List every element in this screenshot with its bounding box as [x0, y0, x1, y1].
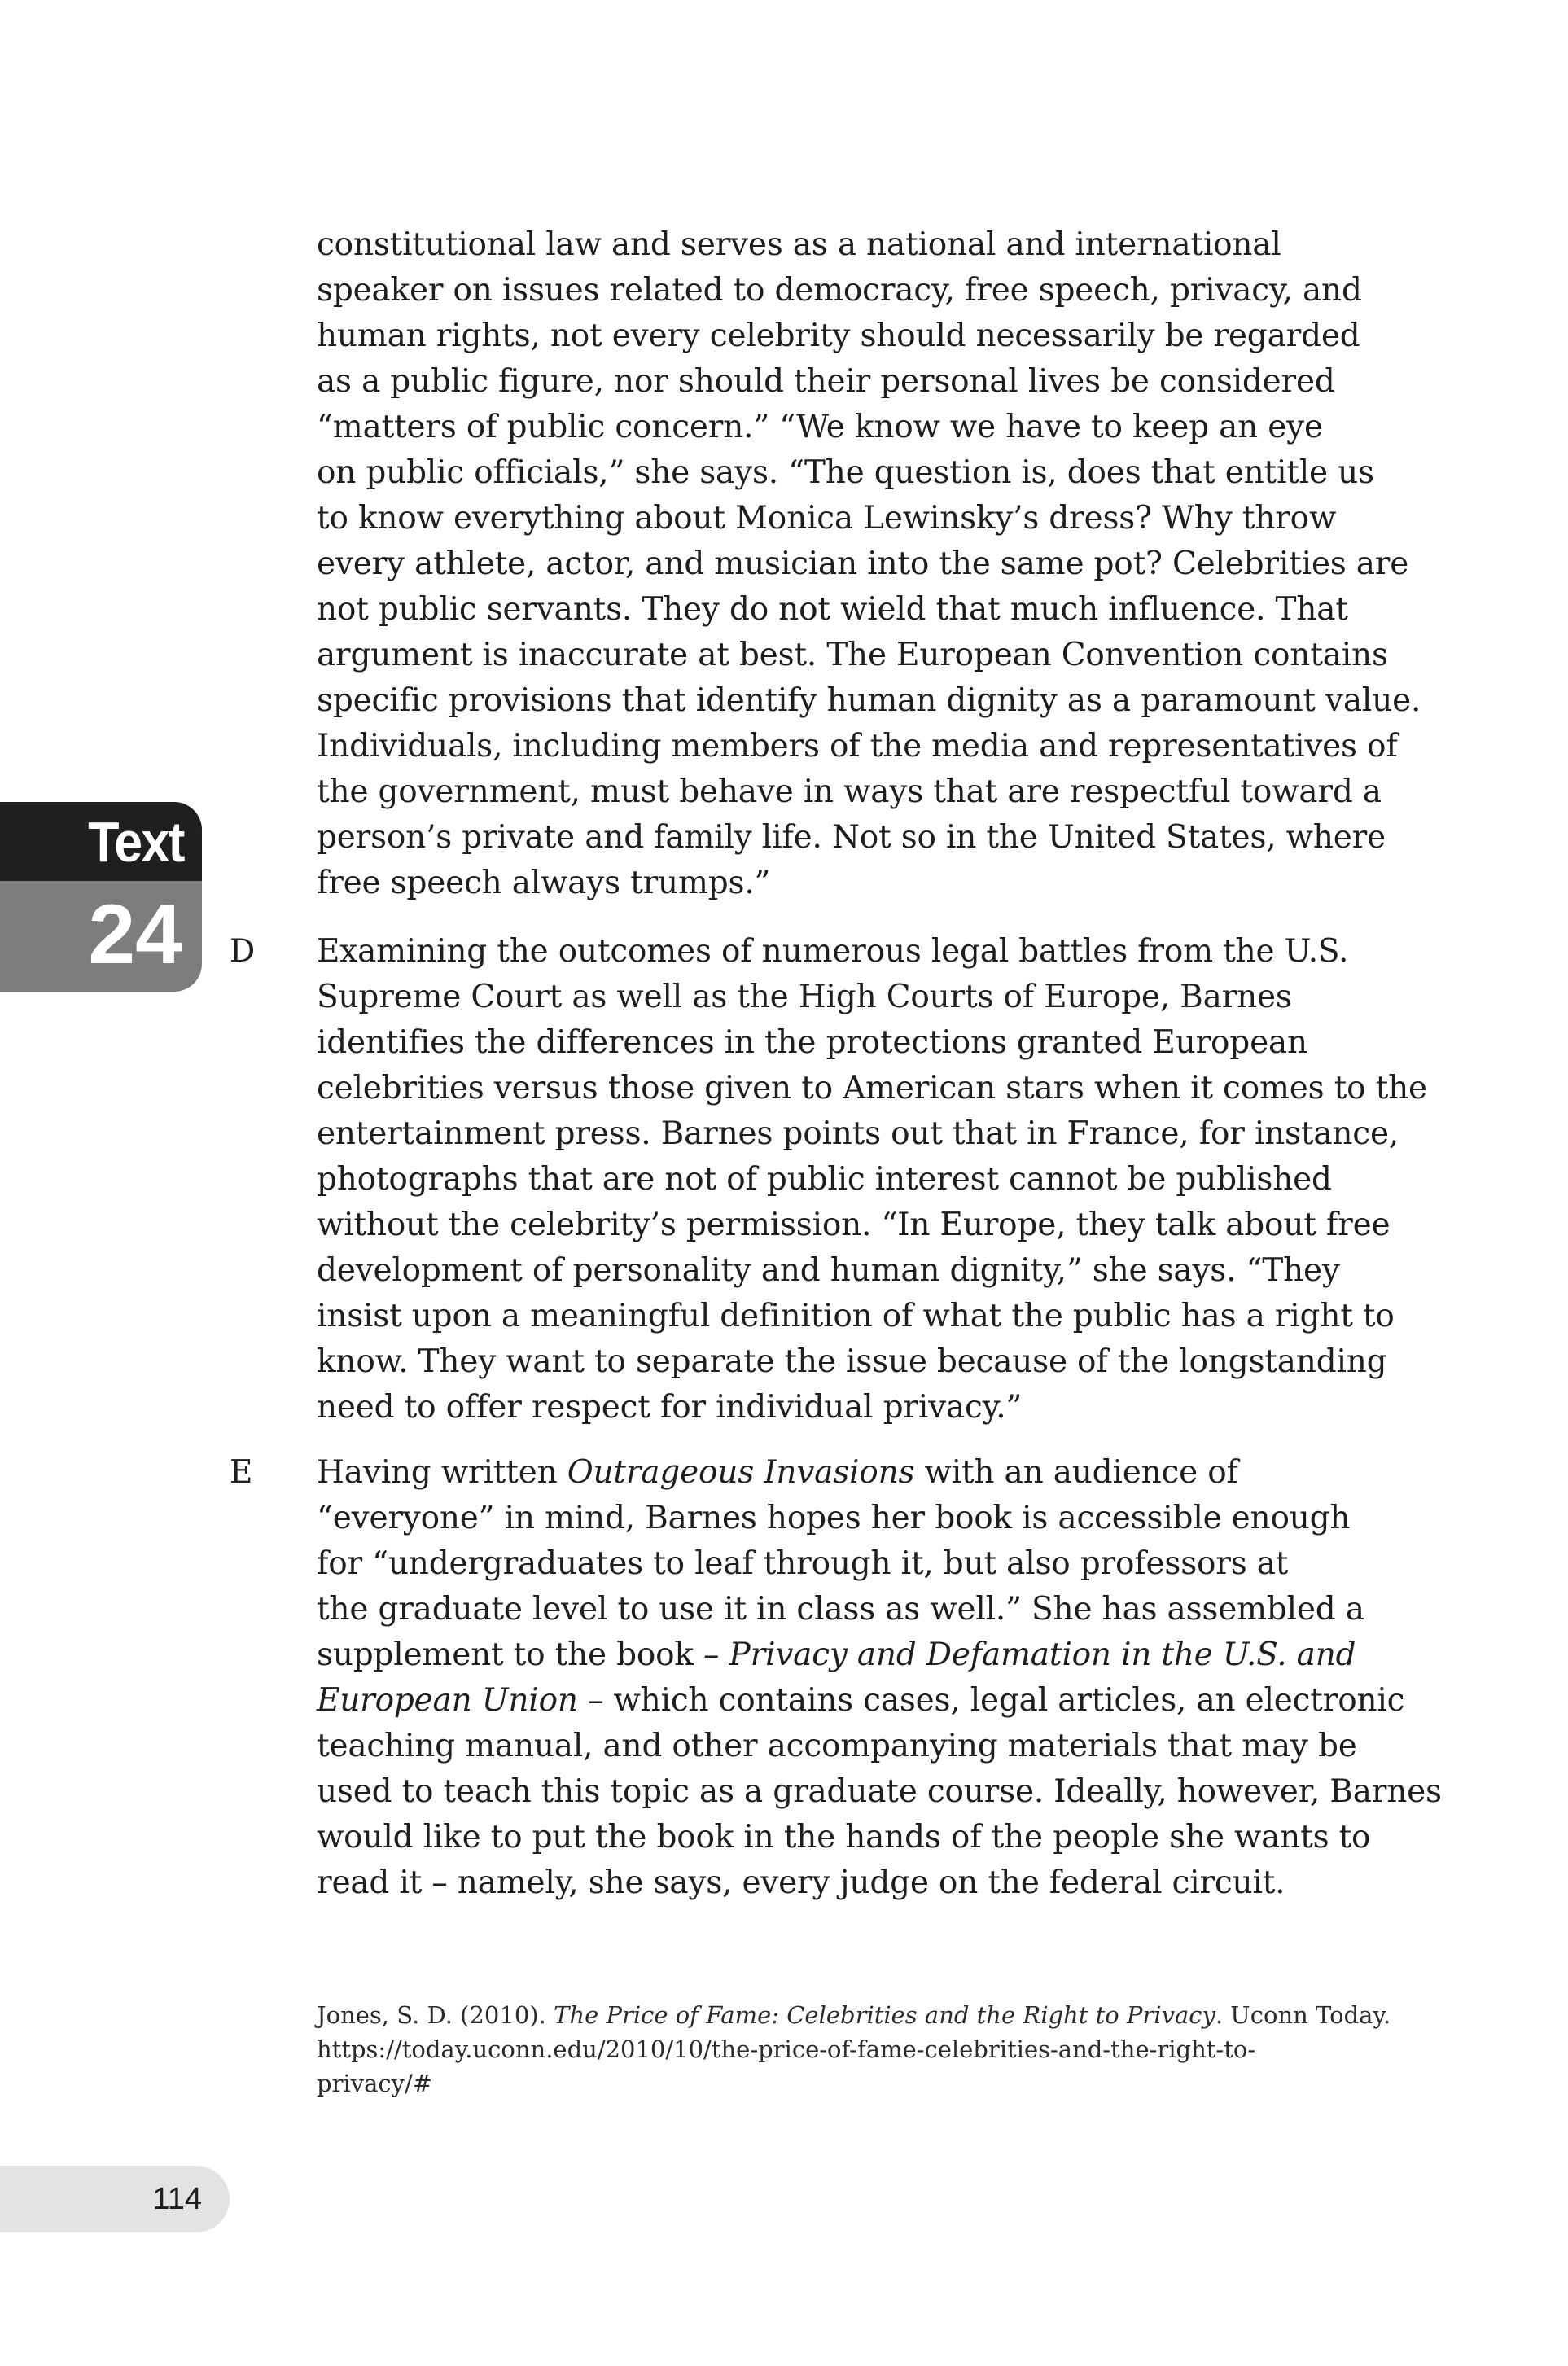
paragraph-line: development of personality and human dignity,” she says. “They: [317, 1252, 1340, 1289]
supplement-title: European Union: [317, 1682, 578, 1719]
paragraph-line: argument is inaccurate at best. The European Convention contains: [317, 637, 1388, 673]
supplement-title: Privacy and Defamation in the U.S. and: [729, 1636, 1356, 1673]
source-reference: [317, 1998, 1391, 2101]
paragraph-line: insist upon a meaningful definition of what the public has a right to: [317, 1298, 1395, 1334]
reference-line: [317, 1998, 1391, 2032]
paragraph-line: would like to put the book in the hands of the people she wants to: [317, 1819, 1371, 1856]
paragraph-line: on public officials,” she says. “The question is, does that entitle us: [317, 454, 1374, 491]
paragraph-line: specific provisions that identify human dignity as a paramount value.: [317, 682, 1421, 719]
paragraph-line: speaker on issues related to democracy, free speech, privacy, and: [317, 272, 1362, 309]
reference-url: https://today.uconn.edu/2010/10/the-price-of-fame-celebrities-and-the-right-to-: [317, 2035, 1256, 2063]
line-text: – which contains cases, legal articles, an electronic: [577, 1682, 1405, 1719]
text-number-tab: [0, 802, 202, 992]
paragraph-line: human rights, not every celebrity should necessarily be regarded: [317, 318, 1360, 354]
paragraph-line: without the celebrity’s permission. “In Europe, they talk about free: [317, 1207, 1391, 1243]
paragraph-line: teaching manual, and other accompanying materials that may be: [317, 1728, 1357, 1764]
paragraph-line: for “undergraduates to leaf through it, but also professors at: [317, 1545, 1289, 1582]
paragraph-line: not public servants. They do not wield that much influence. That: [317, 591, 1348, 628]
paragraph-line: as a public figure, nor should their personal lives be considered: [317, 363, 1335, 400]
reference-author: Jones, S. D. (2010).: [317, 2001, 554, 2029]
reference-url: privacy/#: [317, 2070, 433, 2097]
reference-publisher: . Uconn Today.: [1215, 2001, 1391, 2029]
paragraph-line: constitutional law and serves as a national and international: [317, 226, 1281, 263]
paragraph-line: celebrities versus those given to American stars when it comes to the: [317, 1070, 1427, 1106]
page-number-badge: [0, 2166, 230, 2232]
paragraph-line: every athlete, actor, and musician into the same pot? Celebrities are: [317, 545, 1409, 582]
line-text: Having written: [317, 1454, 567, 1491]
paragraph-line: photographs that are not of public interest cannot be published: [317, 1161, 1332, 1198]
paragraph-line: read it – namely, she says, every judge on the federal circuit.: [317, 1864, 1285, 1901]
tab-number-box: [0, 881, 202, 992]
paragraph-line: Examining the outcomes of numerous legal battles from the U.S.: [317, 933, 1349, 970]
paragraph-line: to know everything about Monica Lewinsky’s dress? Why throw: [317, 500, 1337, 537]
paragraph-marker-e: E: [230, 1454, 253, 1491]
paragraph-marker-d: D: [230, 933, 256, 970]
paragraph-line: person’s private and family life. Not so in the United States, where: [317, 819, 1386, 856]
paragraph-line: identifies the differences in the protections granted European: [317, 1024, 1307, 1061]
paragraph-d: [317, 929, 1427, 1431]
paragraph-line: entertainment press. Barnes points out that in France, for instance,: [317, 1115, 1399, 1152]
tab-label: Text: [88, 810, 184, 874]
paragraph-line: [317, 1678, 1405, 1724]
paragraph-line: need to offer respect for individual privacy.”: [317, 1389, 1023, 1426]
paragraph-line: used to teach this topic as a graduate course. Ideally, however, Barnes: [317, 1773, 1442, 1810]
paragraph-line: the graduate level to use it in class as well.” She has assembled a: [317, 1591, 1364, 1628]
line-text: with an audience of: [914, 1454, 1238, 1491]
reference-title: The Price of Fame: Celebrities and the Right to Privacy: [554, 2001, 1215, 2029]
page-number: 114: [152, 2182, 202, 2216]
paragraph-line: Individuals, including members of the media and representatives of: [317, 728, 1398, 765]
tab-number: 24: [88, 887, 182, 982]
paragraph-e: [317, 1450, 1442, 1906]
tab-label-box: [0, 802, 202, 881]
book-title: Outrageous Invasions: [567, 1454, 915, 1491]
paragraph-line: “everyone” in mind, Barnes hopes her book is accessible enough: [317, 1500, 1351, 1536]
paragraph-line: “matters of public concern.” “We know we have to keep an eye: [317, 409, 1323, 445]
paragraph-line: the government, must behave in ways that are respectful toward a: [317, 773, 1382, 810]
paragraph-c: [317, 222, 1421, 906]
paragraph-line: [317, 1450, 1375, 1496]
paragraph-line: Supreme Court as well as the High Courts of Europe, Barnes: [317, 979, 1292, 1015]
paragraph-line: know. They want to separate the issue because of the longstanding: [317, 1343, 1387, 1380]
paragraph-line: [317, 1632, 1375, 1678]
line-text: supplement to the book –: [317, 1636, 729, 1673]
paragraph-line: free speech always trumps.”: [317, 865, 771, 901]
